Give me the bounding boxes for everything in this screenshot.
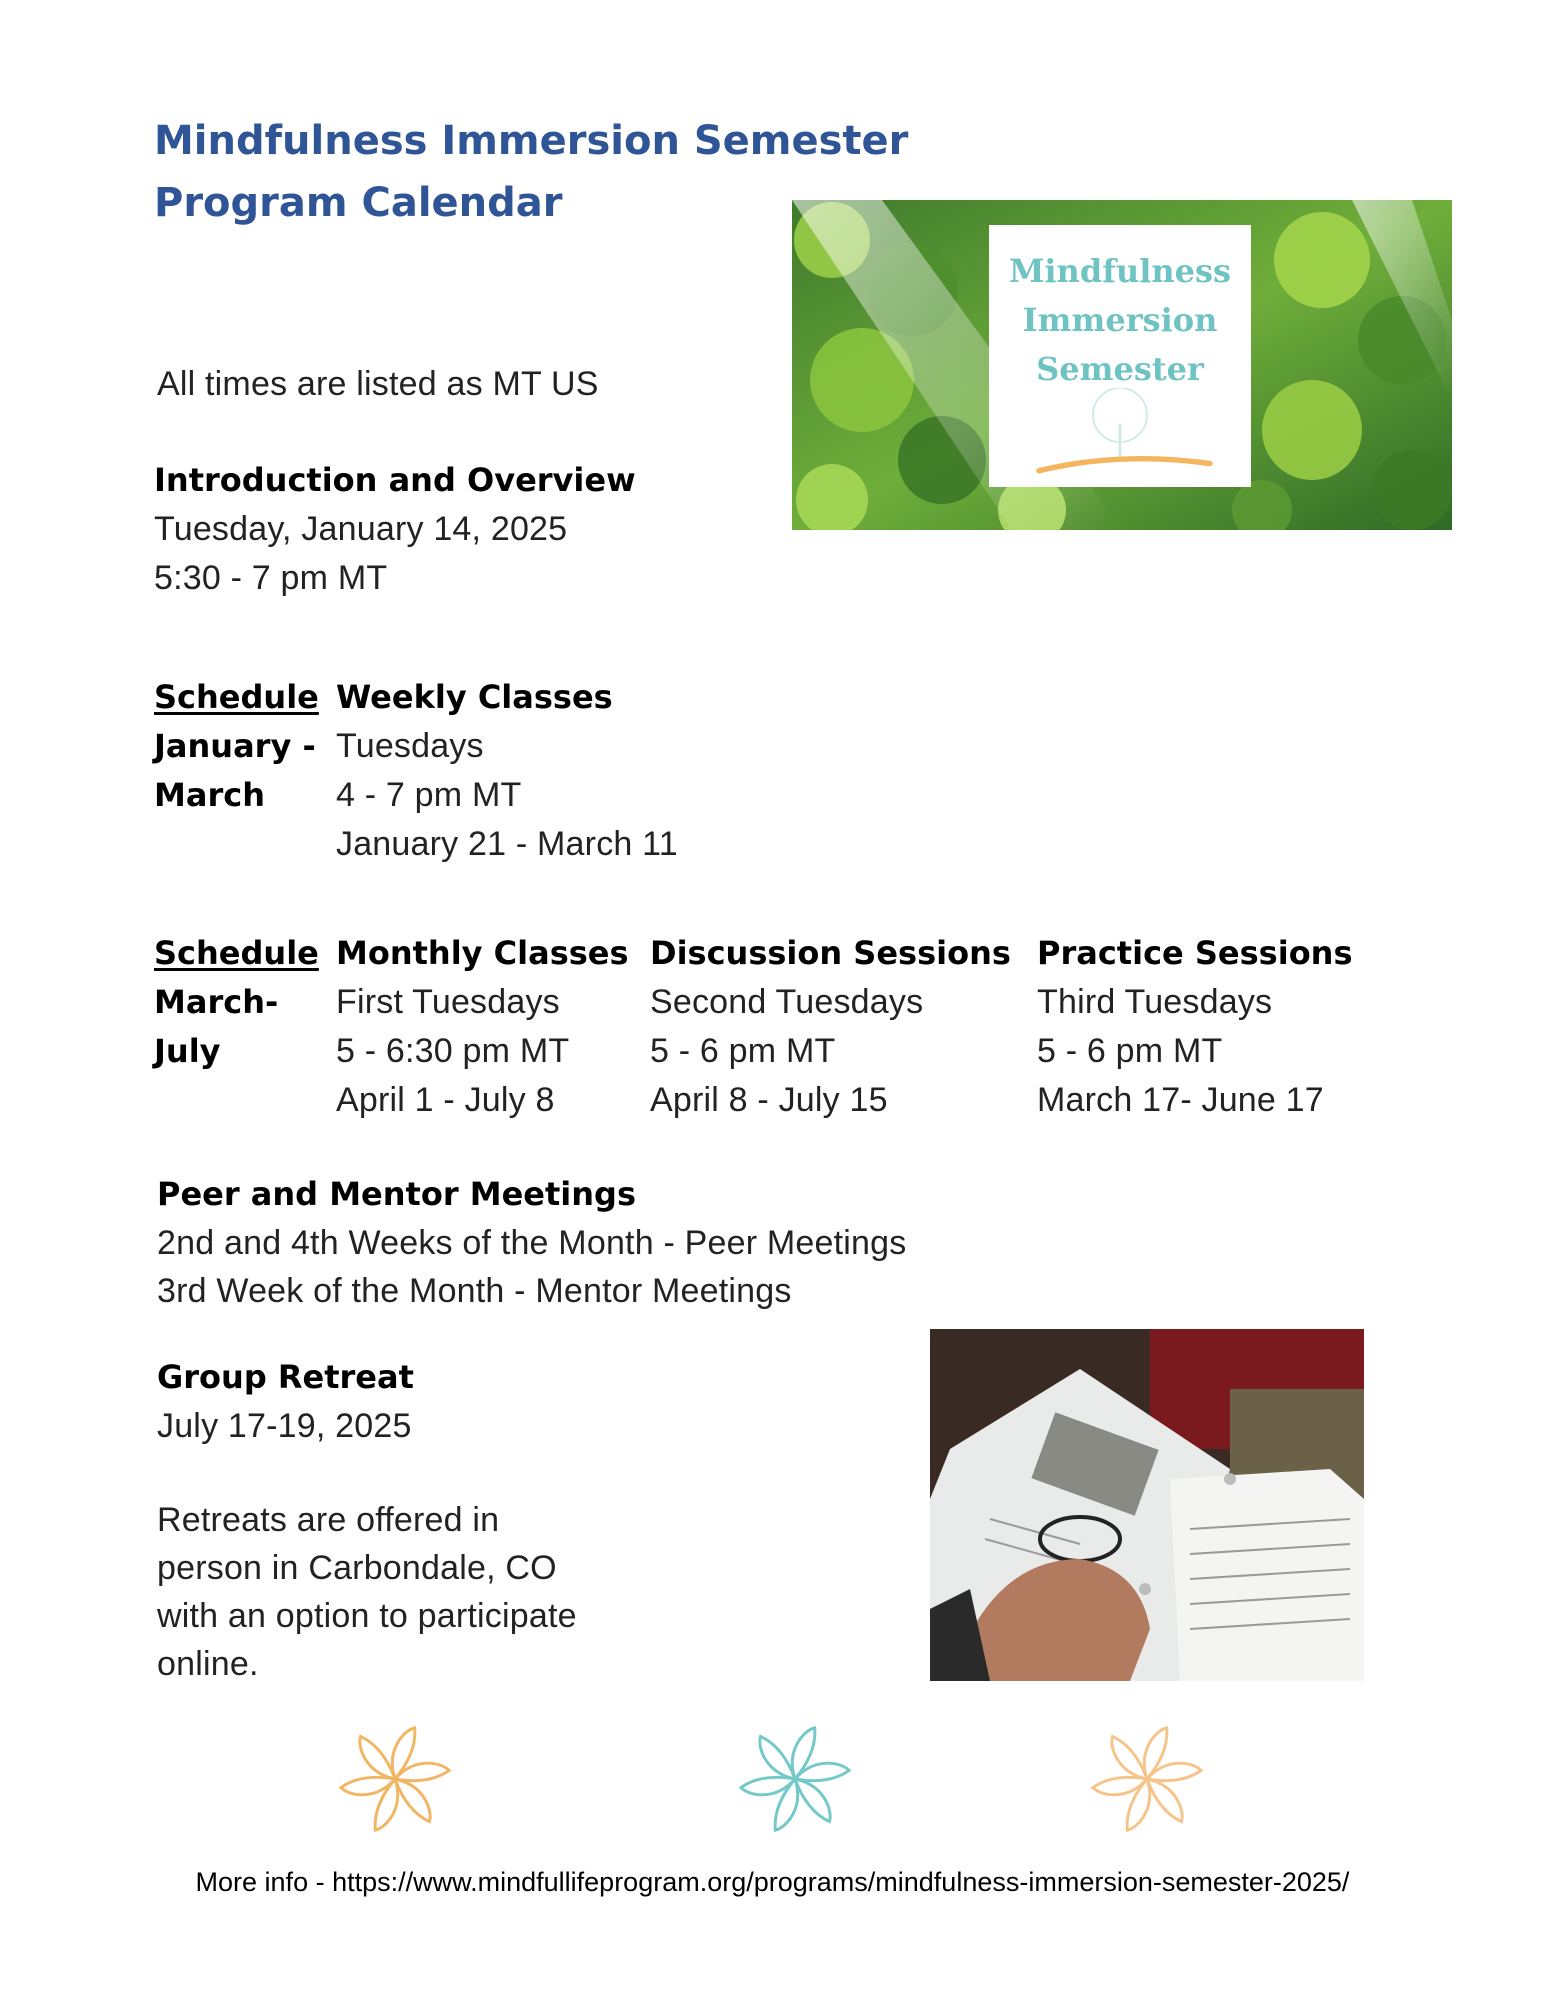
- schedule-range-start: March-: [154, 983, 279, 1021]
- logo-text-line-2: Immersion: [1022, 301, 1218, 339]
- discussion-sessions-dates: April 8 - July 15: [650, 1081, 888, 1119]
- weekly-classes-time: 4 - 7 pm MT: [336, 776, 522, 814]
- retreat-note-line-2: person in Carbondale, CO: [157, 1549, 557, 1587]
- discussion-sessions-day: Second Tuesdays: [650, 983, 924, 1021]
- weekly-classes-day: Tuesdays: [336, 727, 484, 765]
- introduction-time: 5:30 - 7 pm MT: [154, 559, 388, 597]
- practice-sessions-time: 5 - 6 pm MT: [1037, 1032, 1223, 1070]
- schedule-range-end: July: [154, 1032, 221, 1070]
- practice-sessions-block: [1037, 929, 1353, 1125]
- discussion-sessions-block: [650, 929, 1011, 1125]
- flower-icon-middle: [736, 1720, 854, 1838]
- weekly-classes-block: [336, 673, 678, 869]
- discussion-sessions-time: 5 - 6 pm MT: [650, 1032, 836, 1070]
- retreat-note: [157, 1496, 577, 1688]
- weekly-classes-heading: Weekly Classes: [336, 678, 613, 716]
- practice-sessions-dates: March 17- June 17: [1037, 1081, 1324, 1119]
- peer-mentor-heading: Peer and Mentor Meetings: [157, 1175, 636, 1213]
- mentor-meetings-line: 3rd Week of the Month - Mentor Meetings: [157, 1272, 792, 1310]
- schedule-jan-mar-label: [154, 673, 319, 820]
- schedule-mar-jul-label: [154, 929, 319, 1076]
- logo-text-line-3: Semester: [1036, 350, 1204, 388]
- practice-sessions-heading: Practice Sessions: [1037, 934, 1353, 972]
- monthly-classes-block: [336, 929, 629, 1125]
- monthly-classes-time: 5 - 6:30 pm MT: [336, 1032, 570, 1070]
- retreat-section: [157, 1353, 414, 1450]
- introduction-heading: Introduction and Overview: [154, 461, 636, 499]
- title-line-2: Program Calendar: [154, 180, 563, 226]
- schedule-label: Schedule: [154, 934, 319, 972]
- peer-meetings-line: 2nd and 4th Weeks of the Month - Peer Meetings: [157, 1224, 907, 1262]
- monthly-classes-dates: April 1 - July 8: [336, 1081, 555, 1119]
- retreat-note-line-1: Retreats are offered in: [157, 1501, 500, 1539]
- schedule-label: Schedule: [154, 678, 319, 716]
- introduction-date: Tuesday, January 14, 2025: [154, 510, 568, 548]
- hero-forest-image: [792, 200, 1452, 530]
- peer-mentor-section: [157, 1170, 906, 1315]
- flower-icon-right: [1088, 1720, 1206, 1838]
- workbook-photo: [930, 1329, 1364, 1681]
- practice-sessions-day: Third Tuesdays: [1037, 983, 1273, 1021]
- retreat-dates: July 17-19, 2025: [157, 1407, 412, 1445]
- program-logo: [989, 225, 1251, 487]
- retreat-heading: Group Retreat: [157, 1358, 414, 1396]
- monthly-classes-day: First Tuesdays: [336, 983, 560, 1021]
- discussion-sessions-heading: Discussion Sessions: [650, 934, 1011, 972]
- retreat-note-line-4: online.: [157, 1645, 259, 1683]
- flower-icon-left: [336, 1720, 454, 1838]
- hands-reading-workbook-image: [930, 1329, 1364, 1681]
- timezone-note: All times are listed as MT US: [157, 365, 599, 403]
- schedule-range-start: January -: [154, 727, 316, 765]
- retreat-note-line-3: with an option to participate: [157, 1597, 577, 1635]
- schedule-range-end: March: [154, 776, 265, 814]
- monthly-classes-heading: Monthly Classes: [336, 934, 629, 972]
- more-info-link[interactable]: More info - https://www.mindfullifeprogram.org/programs/mindfulness-immersion-semester-2025/: [195, 1867, 1350, 1897]
- introduction-section: [154, 456, 636, 603]
- logo-text-line-1: Mindfulness: [1008, 252, 1232, 290]
- tree-swoosh-icon: [1000, 388, 1240, 487]
- weekly-classes-dates: January 21 - March 11: [336, 825, 678, 863]
- title-line-1: Mindfulness Immersion Semester: [154, 118, 909, 164]
